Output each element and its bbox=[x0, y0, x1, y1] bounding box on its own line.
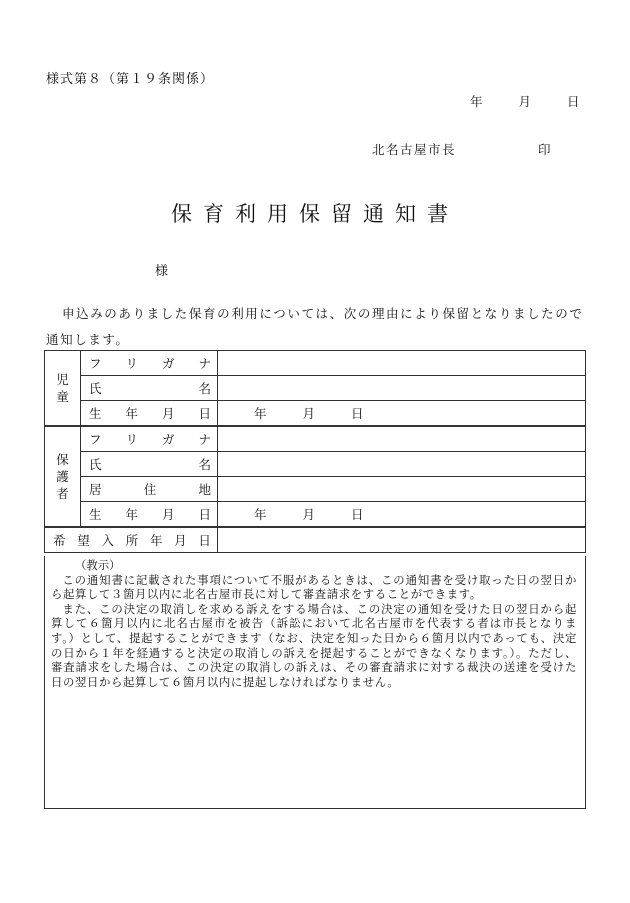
table-row bbox=[45, 376, 586, 401]
table-row bbox=[45, 401, 586, 427]
issue-date bbox=[470, 92, 580, 110]
child-group-label bbox=[45, 351, 81, 427]
table-row bbox=[45, 477, 586, 502]
guardian-birth-label: 生 年 月 日 bbox=[81, 502, 218, 528]
guardian-name-field[interactable] bbox=[218, 452, 586, 477]
notice-heading: （教示） bbox=[75, 558, 121, 572]
group-label-char: 童 bbox=[56, 389, 69, 404]
guardian-address-label: 居 住 地 bbox=[81, 477, 218, 502]
recipient-honorific: 様 bbox=[155, 264, 169, 279]
issue-date-year: 年 bbox=[470, 94, 483, 109]
child-furigana-field[interactable] bbox=[218, 351, 586, 376]
table-row bbox=[45, 426, 586, 452]
group-label-char: 保 bbox=[56, 452, 69, 467]
group-label-char: 者 bbox=[56, 486, 69, 501]
issue-date-day: 日 bbox=[567, 94, 580, 109]
table-row bbox=[45, 502, 586, 528]
issuer-mayor: 北名古屋市長 bbox=[372, 142, 457, 157]
child-name-field[interactable] bbox=[218, 376, 586, 401]
group-label-char: 護 bbox=[56, 469, 69, 484]
table-row bbox=[45, 452, 586, 477]
seal-mark: 印 bbox=[538, 142, 551, 157]
guardian-birth-field[interactable]: 年 月 日 bbox=[218, 502, 586, 528]
group-label-char: 児 bbox=[56, 372, 69, 387]
appeal-notice-box bbox=[44, 556, 586, 809]
intro-text-line1: 申込みのありました保育の利用については、次の理由により保留となりましたので bbox=[62, 306, 584, 321]
child-furigana-label: フ リ ガ ナ bbox=[81, 351, 218, 376]
table-row bbox=[45, 351, 586, 376]
child-birth-field[interactable]: 年 月 日 bbox=[218, 401, 586, 427]
notice-paragraph-lawsuit: また、この決定の取消しを求める訴えをする場合は、この決定の通知を受けた日の翌日から起算して６箇月以内に北名古屋市を被告（訴訟において北名古屋市を代表する者は市長となります。）として、提起することができます（なお、決定を知った日から６箇月以内であっても、決定の日から１年を経過すると決定の取消しの訴えを提起することができなくなります。）。ただし、審査請求をした場合は、この決定の取消しの訴えは、その審査請求に対する裁決の送達を受けた日の翌日から起算して６箇月以内に提起しなければなりません。 bbox=[51, 601, 577, 689]
child-name-label: 氏 名 bbox=[81, 376, 218, 401]
info-table bbox=[44, 350, 586, 553]
desired-entry-date-field[interactable] bbox=[218, 527, 586, 553]
child-birth-label: 生 年 月 日 bbox=[81, 401, 218, 427]
guardian-group-label bbox=[45, 426, 81, 527]
guardian-name-label: 氏 名 bbox=[81, 452, 218, 477]
issuer-line bbox=[372, 140, 551, 158]
guardian-furigana-field[interactable] bbox=[218, 426, 586, 452]
table-row bbox=[45, 527, 586, 553]
guardian-furigana-label: フ リ ガ ナ bbox=[81, 426, 218, 452]
guardian-address-field[interactable] bbox=[218, 477, 586, 502]
notice-paragraph-review: この通知書に記載された事項について不服があるときは、この通知書を受け取った日の翌日から起算して３箇月以内に北名古屋市長に対して審査請求をすることができます。 bbox=[51, 572, 577, 602]
issue-date-month: 月 bbox=[518, 94, 532, 109]
document-title: 保育利用保留通知書 bbox=[171, 202, 459, 226]
desired-entry-date-label: 希 望 入 所 年 月 日 bbox=[45, 527, 218, 553]
intro-text-line2: 通知します。 bbox=[46, 332, 130, 347]
form-number: 様式第８（第１９条関係） bbox=[46, 72, 215, 87]
